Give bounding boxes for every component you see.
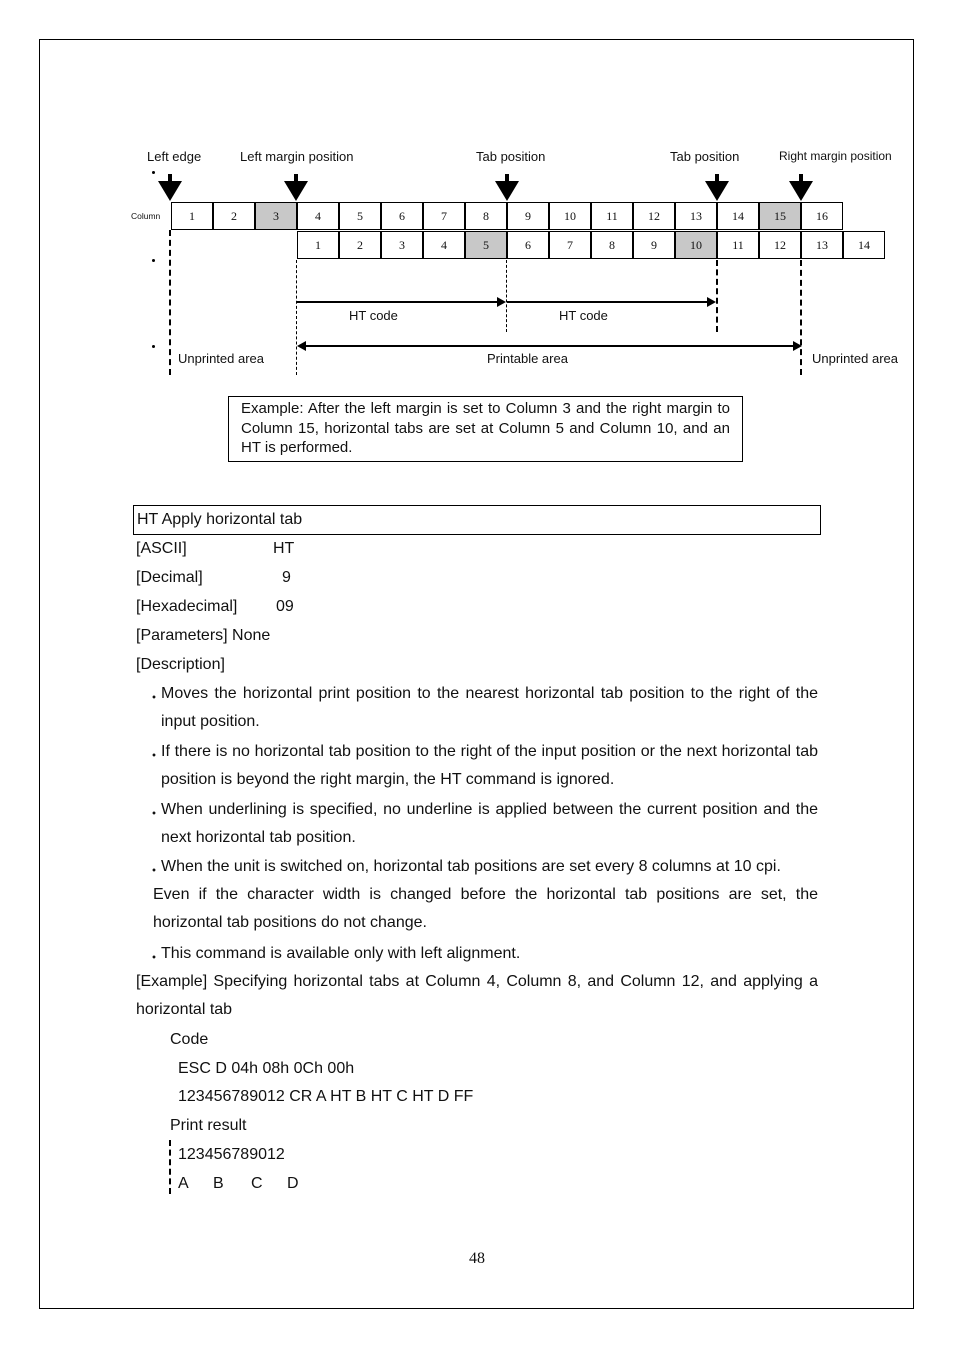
marker-dot [152, 345, 155, 348]
print-result-margin-guide [169, 1140, 171, 1194]
code-line: 123456789012 CR A HT B HT C HT D FF [178, 1088, 474, 1105]
column-cell: 7 [549, 231, 591, 259]
left-margin-label: Left margin position [240, 149, 354, 164]
description-item: Even if the character width is changed before the horizontal tab positions are set, the horizontal tab positions do not change. [153, 886, 818, 931]
column-cell: 6 [381, 202, 423, 230]
parameters-line: [Parameters] None [136, 627, 271, 644]
page-number: 48 [469, 1250, 485, 1267]
column-cell: 3 [255, 202, 297, 230]
column-cell: 1 [171, 202, 213, 230]
code-label: Code [170, 1031, 209, 1048]
left-edge-guide [169, 230, 171, 375]
code-line: ESC D 04h 08h 0Ch 00h [178, 1060, 355, 1077]
unprinted-area-right-label: Unprinted area [812, 351, 898, 366]
ht-code-label-2: HT code [559, 308, 608, 323]
column-cell: 11 [591, 202, 633, 230]
column-cell: 9 [507, 202, 549, 230]
tab-position-label-1: Tab position [476, 149, 546, 164]
bullet: ・ [146, 748, 163, 765]
right-margin-arrow-icon [789, 181, 813, 201]
column-cell: 9 [633, 231, 675, 259]
description-label: [Description] [136, 656, 225, 673]
example-caption-box: Example: After the left margin is set to Column 3 and the right margin to Column 15, horizontal tabs are set at Column 5 and Column 10, and an HT is performed. [228, 396, 743, 462]
column-cell: 13 [801, 231, 843, 259]
arrow-right-icon [793, 341, 802, 351]
column-cell: 10 [675, 231, 717, 259]
column-cell: 6 [507, 231, 549, 259]
bullet: ・ [146, 690, 163, 707]
tab-guide-2 [716, 260, 718, 332]
print-result-char: A [178, 1175, 189, 1192]
ht-code-arrow-line-2 [507, 301, 707, 303]
description-item: Moves the horizontal print position to the nearest horizontal tab position to the right of the input position. [161, 685, 818, 730]
hex-value: 09 [276, 598, 294, 615]
column-cell: 5 [339, 202, 381, 230]
column-cell: 2 [213, 202, 255, 230]
decimal-label: [Decimal] [136, 569, 203, 586]
arrow-right-icon [497, 297, 506, 307]
hex-label: [Hexadecimal] [136, 598, 238, 615]
column-cell: 2 [339, 231, 381, 259]
printable-area-line [305, 345, 793, 347]
column-cell: 5 [465, 231, 507, 259]
print-result-char: C [251, 1175, 263, 1192]
left-edge-arrow-icon [158, 181, 182, 201]
description-item: When underlining is specified, no underline is applied between the current position and the next horizontal tab position. [161, 801, 818, 846]
tab-position-label-2: Tab position [670, 149, 740, 164]
column-cell: 4 [423, 231, 465, 259]
column-cell: 4 [297, 202, 339, 230]
ascii-value: HT [273, 540, 295, 557]
right-margin-label: Right margin position [779, 149, 892, 163]
description-item: This command is available only with left alignment. [161, 945, 521, 962]
right-margin-guide [800, 260, 802, 375]
bullet: ・ [146, 806, 163, 823]
column-cell: 8 [591, 231, 633, 259]
arrow-right-icon [707, 297, 716, 307]
decimal-value: 9 [282, 569, 291, 586]
description-item: When the unit is switched on, horizontal tab positions are set every 8 columns at 10 cpi. [161, 858, 781, 875]
print-result-char: D [287, 1175, 299, 1192]
ht-code-label-1: HT code [349, 308, 398, 323]
bullet: ・ [146, 863, 163, 880]
print-result-label: Print result [170, 1117, 247, 1134]
marker-dot [152, 171, 155, 174]
column-cell: 8 [465, 202, 507, 230]
example-intro: [Example] Specifying horizontal tabs at Column 4, Column 8, and Column 12, and applying a horizontal tab [136, 973, 818, 1018]
column-label: Column [131, 211, 161, 221]
column-cell: 11 [717, 231, 759, 259]
column-cell: 16 [801, 202, 843, 230]
column-cell: 14 [717, 202, 759, 230]
column-cell: 7 [423, 202, 465, 230]
unprinted-area-left-label: Unprinted area [178, 351, 264, 366]
column-cell: 1 [297, 231, 339, 259]
marker-dot [152, 259, 155, 262]
left-margin-arrow-icon [284, 181, 308, 201]
left-edge-label: Left edge [147, 149, 202, 164]
column-cell: 14 [843, 231, 885, 259]
column-cell: 13 [675, 202, 717, 230]
left-margin-guide [296, 260, 297, 375]
bullet: ・ [146, 950, 163, 967]
column-cell: 10 [549, 202, 591, 230]
column-cell: 12 [759, 231, 801, 259]
ht-code-arrow-line-1 [297, 301, 497, 303]
ascii-label: [ASCII] [136, 540, 187, 557]
print-result-line: 123456789012 [178, 1146, 285, 1163]
description-item: If there is no horizontal tab position to the right of the input position or the next horizontal tab position is beyond the right margin, the HT command is ignored. [161, 743, 818, 788]
tab-position-arrow-icon [495, 181, 519, 201]
column-cell: 3 [381, 231, 423, 259]
tab-position-arrow-icon [705, 181, 729, 201]
column-cell: 12 [633, 202, 675, 230]
print-result-char: B [213, 1175, 224, 1192]
column-cell: 15 [759, 202, 801, 230]
tab-guide-1 [506, 260, 507, 332]
printable-area-label: Printable area [487, 351, 568, 366]
command-title: HT Apply horizontal tab [133, 505, 821, 535]
